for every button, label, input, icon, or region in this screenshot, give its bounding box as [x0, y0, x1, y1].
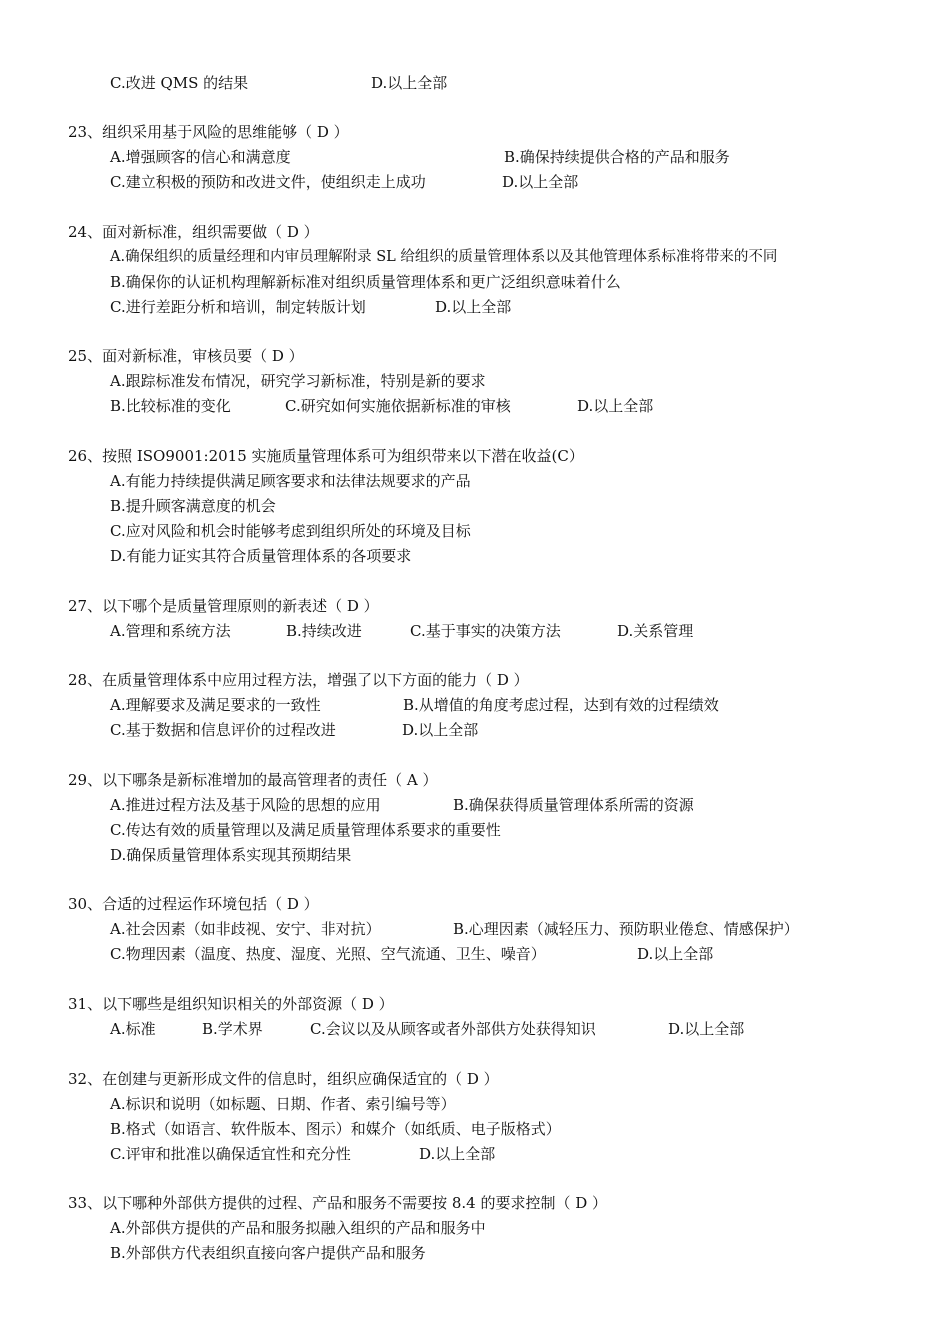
question-25-option-c: C.研究如何实施依据新标准的审核 — [285, 397, 511, 415]
question-31-stem: 31、以下哪些是组织知识相关的外部资源（ D ） — [68, 995, 394, 1013]
question-27-option-c: C.基于事实的决策方法 — [410, 622, 561, 640]
question-28-option-d: D.以上全部 — [402, 721, 479, 739]
question-31-option-c: C.会议以及从顾客或者外部供方处获得知识 — [310, 1020, 596, 1038]
question-30-option-a: A.社会因素（如非歧视、安宁、非对抗） — [110, 920, 381, 938]
question-24-option-c: C.进行差距分析和培训，制定转版计划 — [110, 298, 366, 316]
question-32-option-d: D.以上全部 — [419, 1145, 496, 1163]
question-30-option-c: C.物理因素（温度、热度、湿度、光照、空气流通、卫生、噪音） — [110, 945, 546, 963]
question-33-option-b: B.外部供方代表组织直接向客户提供产品和服务 — [110, 1244, 426, 1262]
question-27-stem: 27、以下哪个是质量管理原则的新表述（ D ） — [68, 597, 379, 615]
question-27-option-b: B.持续改进 — [286, 622, 362, 640]
question-29-option-d: D.确保质量管理体系实现其预期结果 — [110, 846, 352, 864]
question-24-option-b: B.确保你的认证机构理解新标准对组织质量管理体系和更广泛组织意味着什么 — [110, 273, 621, 291]
question-23-option-a: A.增强顾客的信心和满意度 — [110, 148, 291, 166]
question-28-option-c: C.基于数据和信息评价的过程改进 — [110, 721, 336, 739]
question-26-option-a: A.有能力持续提供满足顾客要求和法律法规要求的产品 — [110, 472, 471, 490]
question-25-option-d: D.以上全部 — [577, 397, 654, 415]
option-c: C.改进 QMS 的结果 — [110, 74, 249, 92]
question-33-option-a: A.外部供方提供的产品和服务拟融入组织的产品和服务中 — [110, 1219, 486, 1237]
question-25-option-b: B.比较标准的变化 — [110, 397, 231, 415]
question-26-option-b: B.提升顾客满意度的机会 — [110, 497, 276, 515]
question-29-option-b: B.确保获得质量管理体系所需的资源 — [453, 796, 694, 814]
question-33-stem: 33、以下哪种外部供方提供的过程、产品和服务不需要按 8.4 的要求控制（ D ） — [68, 1194, 608, 1212]
question-23-stem: 23、组织采用基于风险的思维能够（ D ） — [68, 123, 349, 141]
question-28-stem: 28、在质量管理体系中应用过程方法，增强了以下方面的能力（ D ） — [68, 671, 529, 689]
question-24-option-d: D.以上全部 — [435, 298, 512, 316]
question-24-stem: 24、面对新标准，组织需要做（ D ） — [68, 223, 319, 241]
question-31-option-a: A.标准 — [110, 1020, 156, 1038]
question-27-option-a: A.管理和系统方法 — [110, 622, 231, 640]
question-30-stem: 30、合适的过程运作环境包括（ D ） — [68, 895, 319, 913]
question-26-option-d: D.有能力证实其符合质量管理体系的各项要求 — [110, 547, 412, 565]
question-23-option-b: B.确保持续提供合格的产品和服务 — [504, 148, 730, 166]
question-30-option-b: B.心理因素（减轻压力、预防职业倦怠、情感保护） — [453, 920, 799, 938]
question-28-option-a: A.理解要求及满足要求的一致性 — [110, 696, 321, 714]
question-32-option-a: A.标识和说明（如标题、日期、作者、索引编号等） — [110, 1095, 456, 1113]
question-25-option-a: A.跟踪标准发布情况，研究学习新标准，特别是新的要求 — [110, 372, 486, 390]
question-27-option-d: D.关系管理 — [617, 622, 694, 640]
question-25-stem: 25、面对新标准，审核员要（ D ） — [68, 347, 304, 365]
question-28-option-b: B.从增值的角度考虑过程，达到有效的过程绩效 — [403, 696, 719, 714]
question-32-option-b: B.格式（如语言、软件版本、图示）和媒介（如纸质、电子版格式） — [110, 1120, 561, 1138]
question-31-option-b: B.学术界 — [202, 1020, 263, 1038]
question-26-option-c: C.应对风险和机会时能够考虑到组织所处的环境及目标 — [110, 522, 471, 540]
option-d: D.以上全部 — [371, 74, 448, 92]
question-29-option-c: C.传达有效的质量管理以及满足质量管理体系要求的重要性 — [110, 821, 501, 839]
question-26-stem: 26、按照 ISO9001:2015 实施质量管理体系可为组织带来以下潜在收益(C） — [68, 447, 584, 465]
question-24-option-a: A.确保组织的质量经理和内审员理解附录 SL 给组织的质量管理体系以及其他管理体系标准将带来的不同 — [110, 249, 778, 265]
question-32-stem: 32、在创建与更新形成文件的信息时，组织应确保适宜的（ D ） — [68, 1070, 499, 1088]
question-32-option-c: C.评审和批准以确保适宜性和充分性 — [110, 1145, 351, 1163]
question-31-option-d: D.以上全部 — [668, 1020, 745, 1038]
question-29-stem: 29、以下哪条是新标准增加的最高管理者的责任（ A ） — [68, 771, 438, 789]
question-30-option-d: D.以上全部 — [637, 945, 714, 963]
question-23-option-d: D.以上全部 — [502, 173, 579, 191]
question-23-option-c: C.建立积极的预防和改进文件，使组织走上成功 — [110, 173, 426, 191]
question-29-option-a: A.推进过程方法及基于风险的思想的应用 — [110, 796, 381, 814]
